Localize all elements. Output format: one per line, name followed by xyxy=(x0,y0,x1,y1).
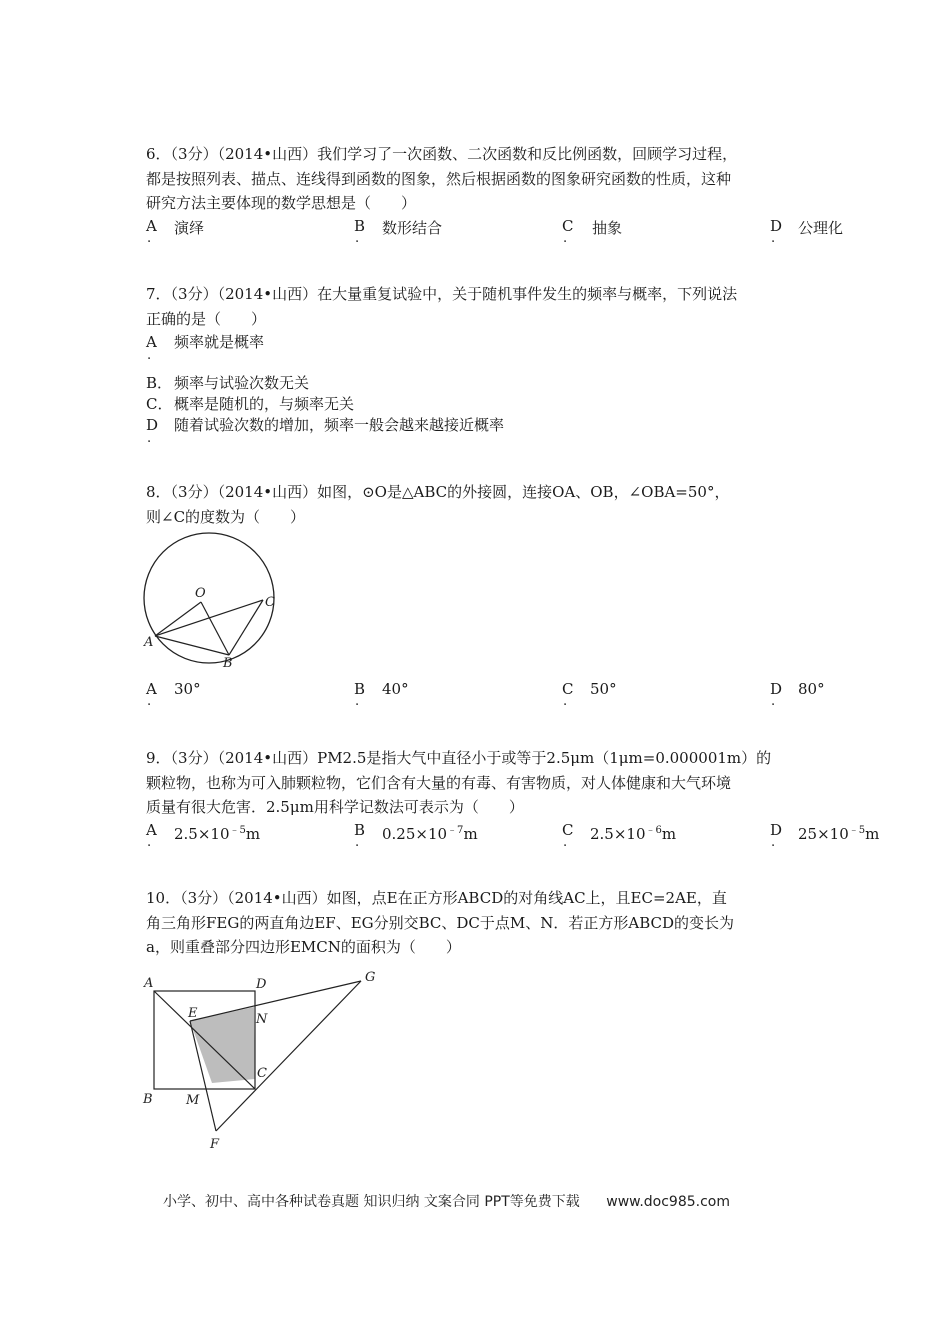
point-b-label: B xyxy=(143,1092,153,1107)
question-7-stem xyxy=(146,282,826,331)
segment-ab xyxy=(155,636,229,655)
segment-bc xyxy=(229,600,263,655)
question-10-line: a，则重叠部分四边形EMCN的面积为（ ） xyxy=(146,938,461,956)
question-8-stem xyxy=(146,480,826,529)
page-footer xyxy=(163,1191,730,1211)
point-a-label: A xyxy=(144,976,154,991)
point-d-label: D xyxy=(256,977,267,992)
question-8-figure-circle xyxy=(130,530,290,675)
question-9-options: A . $2.5\times 10^{﹣5}m$ B . $0.25\times 10^{﹣7}m$ C . $2.5\times 10^{﹣6}m$ D . $25\times 10^{﹣5}m$ xyxy=(146,821,880,850)
point-b-label: B xyxy=(223,656,233,671)
question-10-stem xyxy=(146,886,826,960)
footer-text: 小学、初中、高中各种试卷真题 知识归纳 文案合同 PPT等免费下载 xyxy=(163,1194,580,1210)
question-9-line: 质量有很大危害．2.5μm用科学记数法可表示为（ ） xyxy=(146,798,524,816)
point-n-label: N xyxy=(256,1012,268,1027)
footer-site-link[interactable]: www.doc985.com xyxy=(606,1194,730,1210)
segment-ob xyxy=(201,602,229,655)
point-c-label: C xyxy=(257,1066,267,1081)
question-6-stem xyxy=(146,142,826,216)
question-8-line: 8．（3分）（2014•山西）如图，⊙O是△ABC的外接圆，连接OA、OB，∠OBA=50°， xyxy=(146,483,730,501)
question-9-line: 9．（3分）（2014•山西）PM2.5是指大气中直径小于或等于2.5μm（1μm=0.000001m）的 xyxy=(146,749,772,767)
question-10-figure-square xyxy=(140,965,390,1155)
point-a-label: A xyxy=(144,635,154,650)
question-6-line: 研究方法主要体现的数学思想是（ ） xyxy=(146,194,417,212)
question-7-line: 正确的是（ ） xyxy=(146,309,267,328)
question-6-line: 6．（3分）（2014•山西）我们学习了一次函数、二次函数和反比例函数，回顾学习过程， xyxy=(146,145,738,163)
leg-eg xyxy=(190,981,361,1021)
question-6-line: 都是按照列表、描点、连线得到函数的图象，然后根据函数的图象研究函数的性质，这种 xyxy=(146,169,732,188)
point-g-label: G xyxy=(365,970,376,985)
question-7-line: 7．（3分）（2014•山西）在大量重复试验中，关于随机事件发生的频率与概率，下列说法 xyxy=(146,285,738,303)
point-f-label: F xyxy=(210,1137,220,1152)
point-m-label: M xyxy=(186,1093,200,1108)
point-c-label: C xyxy=(265,595,275,610)
question-9-stem xyxy=(146,746,826,820)
question-10-line: 角三角形FEG的两直角边EF、EG分别交BC、DC于点M、N．若正方形ABCD的变长为 xyxy=(146,913,735,932)
question-10-line: 10．（3分）（2014•山西）如图，点E在正方形ABCD的对角线AC上，且EC=2AE，直 xyxy=(146,889,727,907)
segment-oa xyxy=(155,602,201,636)
point-o-label: O xyxy=(195,586,206,601)
question-9-line: 颗粒物，也称为可入肺颗粒物，它们含有大量的有毒、有害物质，对人体健康和大气环境 xyxy=(146,773,732,792)
segment-ac xyxy=(155,600,263,636)
circumcircle xyxy=(144,533,274,663)
question-8-line: 则∠C的度数为（ ） xyxy=(146,507,306,526)
point-e-label: E xyxy=(188,1006,198,1021)
question-8-options: A . 30° B . 40° C . 50° D . 80° xyxy=(146,680,825,709)
question-6-options: A . 演绎 B . 数形结合 C . 抽象 D . 公理化 xyxy=(146,217,844,246)
